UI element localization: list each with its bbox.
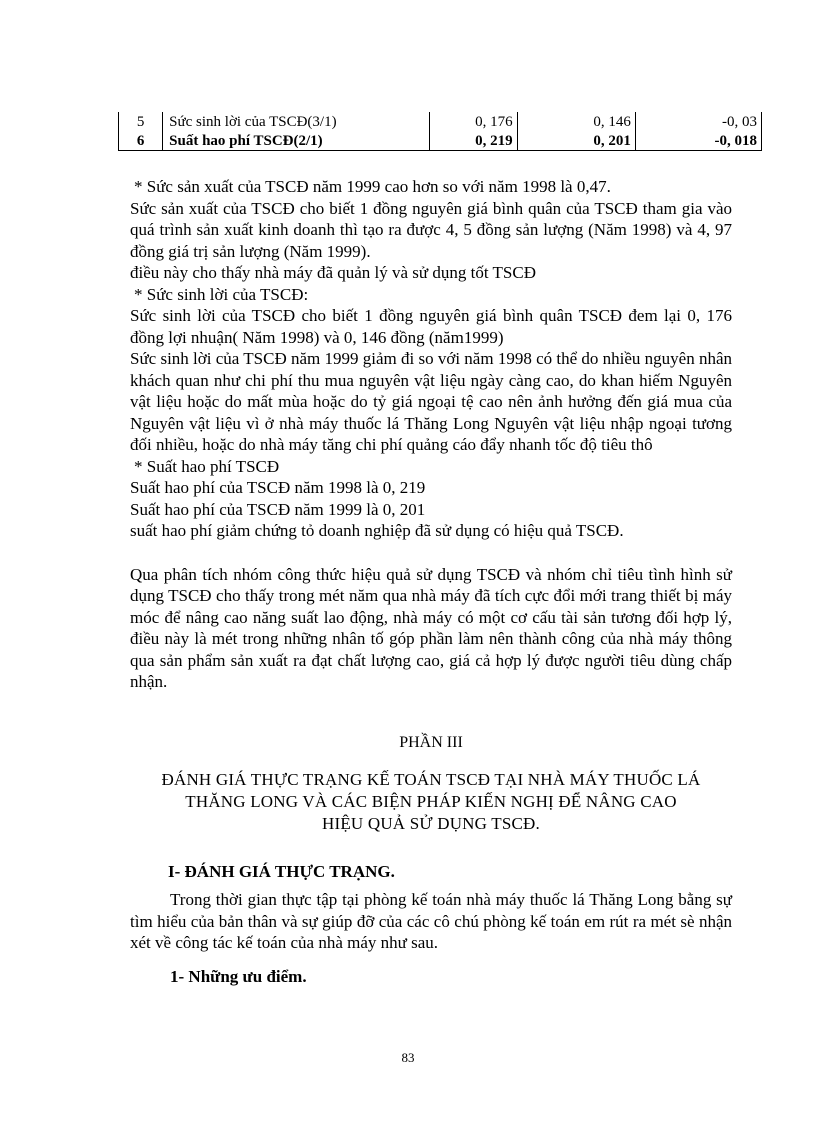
- indicator-name: Suất hao phí TSCĐ(2/1): [163, 131, 430, 151]
- value-difference: -0, 03: [635, 112, 761, 131]
- analysis-line: * Sức sinh lời của TSCĐ:: [134, 284, 309, 304]
- value-1999: 0, 146: [517, 112, 635, 131]
- value-1998: 0, 219: [430, 131, 517, 151]
- value-difference: -0, 018: [635, 131, 761, 151]
- analysis-line: Suất hao phí của TSCĐ năm 1999 là 0, 201: [130, 499, 426, 519]
- section-title: I- ĐÁNH GIÁ THỰC TRẠNG.: [168, 862, 395, 881]
- analysis-line: Sức sinh lời của TSCĐ năm 1999 giảm đi so với năm 1998 có thể do nhiều nguyên nhân khách quan như chi phí thu mua nguyên vật liệu ngày càng cao, do khan hiếm Nguyên vật liệu hoặc do mất mùa hoặc do tỷ giá ngoại tệ cao nên ảnh hưởng đến giá mua của Nguyên vật liệu vì ở nhà máy thuốc lá Thăng Long Nguyên vật liệu nhập ngoại tương đối nhiều, hoặc do nhà máy tăng chi phí quảng cáo đẩy nhanh tốc độ tiêu thô: [130, 349, 732, 454]
- indicator-name: Sức sinh lời của TSCĐ(3/1): [163, 112, 430, 131]
- subsection-title: 1- Những ưu điểm.: [170, 967, 307, 986]
- analysis-line: suất hao phí giảm chứng tỏ doanh nghiệp đã sử dụng có hiệu quả TSCĐ.: [130, 521, 624, 540]
- page-number: 83: [401, 1050, 415, 1065]
- table-row: [119, 131, 762, 151]
- table-row: [119, 112, 762, 131]
- heading-line: HIỆU QUẢ SỬ DỤNG TSCĐ.: [322, 814, 540, 833]
- analysis-line: Sức sinh lời của TSCĐ cho biết 1 đồng nguyên giá bình quân TSCĐ đem lại 0, 176 đồng lợi nhuận( Năm 1998) và 0, 146 đồng (năm1999): [130, 306, 732, 347]
- row-number: 6: [119, 131, 163, 151]
- heading-line: ĐÁNH GIÁ THỰC TRẠNG KẾ TOÁN TSCĐ TẠI NHÀ MÁY THUỐC LÁ: [161, 770, 701, 789]
- analysis-text: [130, 176, 732, 693]
- analysis-line: * Suất hao phí TSCĐ: [134, 456, 280, 476]
- heading-line: THĂNG LONG VÀ CÁC BIỆN PHÁP KIẾN NGHỊ ĐỂ NÂNG CAO: [185, 792, 677, 811]
- value-1999: 0, 201: [517, 131, 635, 151]
- value-1998: 0, 176: [430, 112, 517, 131]
- section-paragraph: Trong thời gian thực tập tại phòng kế toán nhà máy thuốc lá Thăng Long bằng sự tìm hiểu của bản thân và sự giúp đỡ của các cô chú phòng kế toán em rút ra mét sè nhận xét về công tác kế toán của nhà máy như sau.: [130, 890, 732, 952]
- analysis-line: điều này cho thấy nhà máy đã quản lý và sử dụng tốt TSCĐ: [130, 263, 536, 282]
- part-heading: [140, 769, 722, 835]
- analysis-line: Suất hao phí của TSCĐ năm 1998 là 0, 219: [130, 478, 426, 497]
- row-number: 5: [119, 112, 163, 131]
- conclusion-paragraph: Qua phân tích nhóm công thức hiệu quả sử dụng TSCĐ và nhóm chỉ tiêu tình hình sử dụng TSCĐ cho thấy trong mét năm qua nhà máy đã tích cực đổi mới trang thiết bị máy móc để nâng cao năng suất lao động, nhà máy có một cơ cấu tài sản tương đối hợp lý, điều này là mét trong những nhân tố góp phần làm nên thành công của nhà máy thông qua sản phẩm sản xuất ra đạt chất lượng cao, giá cả hợp lý được người tiêu dùng chấp nhận.: [130, 564, 732, 691]
- analysis-line: * Sức sản xuất của TSCĐ năm 1999 cao hơn so với năm 1998 là 0,47.: [134, 177, 611, 196]
- analysis-line: Sức sản xuất của TSCĐ cho biết 1 đồng nguyên giá bình quân của TSCĐ tham gia vào quá trình sản xuất kinh doanh thì tạo ra được 4, 5 đồng sản lượng (Năm 1998) và 4, 97 đồng giá trị sản lượng (Năm 1999).: [130, 198, 732, 261]
- indicator-table: [118, 112, 762, 151]
- part-label: PHẦN III: [399, 734, 463, 751]
